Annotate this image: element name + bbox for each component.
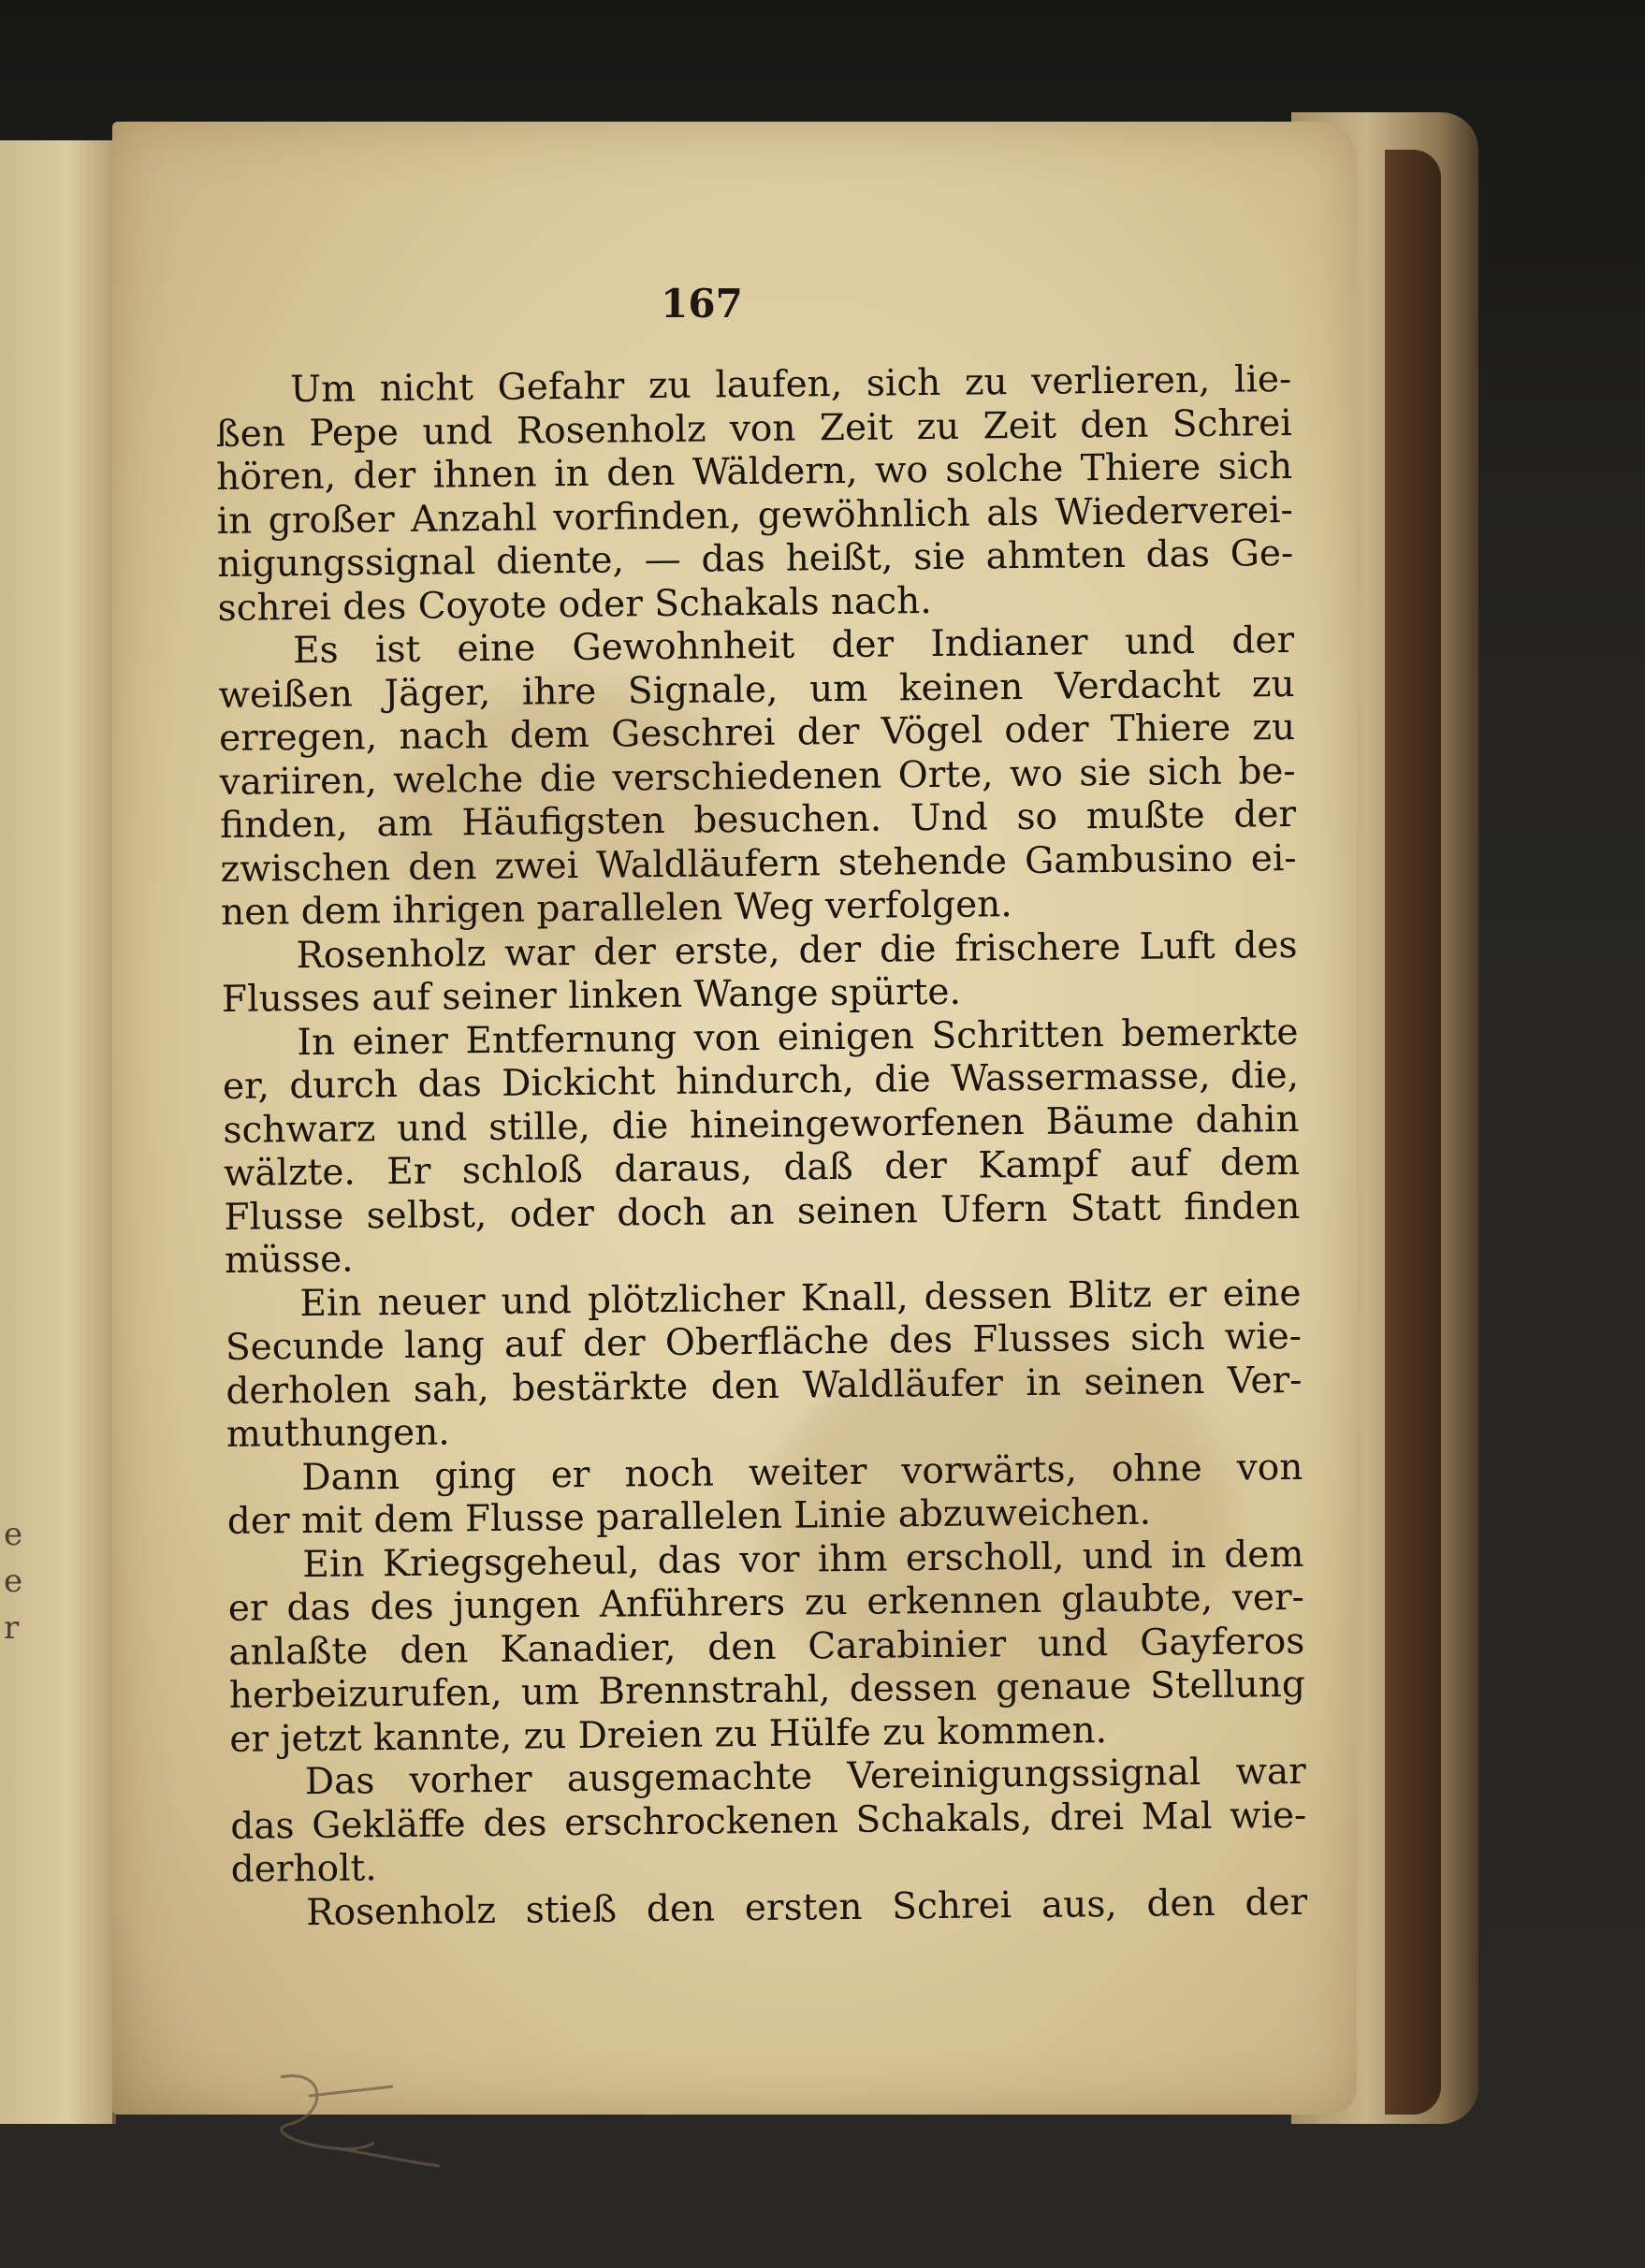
text-line: der mit dem Flusse parallelen Linie abzuweichen.: [226, 1490, 1152, 1543]
text-line: Secunde lang auf der Oberfläche des Flusses sich wie-: [225, 1315, 1303, 1369]
text-line: Ein neuer und plötzlicher Knall, dessen Blitz er eine: [299, 1272, 1302, 1325]
text-line: müsse.: [224, 1238, 354, 1282]
text-line: muthungen.: [226, 1411, 450, 1456]
text-line: wälzte. Er schloß daraus, daß der Kampf auf dem: [223, 1141, 1301, 1195]
book-cover-edge: [1385, 150, 1441, 2115]
left-page-fragment: e: [4, 1563, 23, 1600]
book-page: [112, 122, 1357, 2115]
text-line: nigungssignal diente, — das heißt, sie ahmten das Ge-: [216, 531, 1294, 586]
left-page-fragment: e: [4, 1516, 23, 1553]
page-number: 167: [661, 281, 743, 327]
text-line: Ein Kriegsgeheul, das vor ihm erscholl, und in dem: [302, 1533, 1304, 1586]
text-line: er das des jungen Anführers zu erkennen glaubte, ver-: [227, 1576, 1305, 1630]
page-text: [215, 358, 1307, 1936]
text-line: variiren, welche die verschiedenen Orte, wo sie sich be-: [219, 749, 1296, 804]
text-line: In einer Entfernung von einigen Schritten bemerkte: [297, 1010, 1299, 1064]
left-page-edge: [0, 140, 116, 2124]
text-line: nen dem ihrigen parallelen Weg verfolgen.: [220, 883, 1012, 934]
text-line: herbeizurufen, um Brennstrahl, dessen genaue Stellung: [228, 1663, 1306, 1717]
text-line: erregen, nach dem Geschrei der Vögel oder Thiere zu: [218, 705, 1296, 760]
text-line: Um nicht Gefahr zu laufen, sich zu verlieren, lie-: [289, 357, 1292, 412]
text-line: hören, der ihnen in den Wäldern, wo solche Thiere sich: [215, 444, 1293, 499]
text-line: anlaßte den Kanadier, den Carabinier und Gayferos: [228, 1620, 1305, 1674]
text-line: in großer Anzahl vorfinden, gewöhnlich als Wiederverei-: [216, 488, 1293, 543]
text-line: zwischen den zwei Waldläufern stehende Gambusino ei-: [220, 836, 1297, 891]
text-line: schwarz und stille, die hineingeworfenen Bäume dahin: [223, 1098, 1300, 1152]
pencil-scribble-mark: [271, 2058, 477, 2171]
text-line: das Gekläffe des erschrockenen Schakals, drei Mal wie-: [230, 1794, 1307, 1848]
text-line: Dann ging er noch weiter vorwärts, ohne von: [301, 1446, 1303, 1499]
text-line: weißen Jäger, ihre Signale, um keinen Verdacht zu: [218, 662, 1295, 717]
text-line: Rosenholz stieß den ersten Schrei aus, den der: [306, 1881, 1308, 1934]
text-line: Rosenholz war der erste, der die frischere Luft des: [296, 923, 1298, 977]
text-line: derholt.: [230, 1847, 377, 1891]
text-line: finden, am Häufigsten besuchen. Und so mußte der: [219, 792, 1297, 847]
text-line: er jetzt kannte, zu Dreien zu Hülfe zu kommen.: [229, 1708, 1108, 1761]
text-line: ßen Pepe und Rosenholz von Zeit zu Zeit den Schrei: [215, 401, 1292, 456]
text-line: Flusse selbst, oder doch an seinen Ufern Statt finden: [224, 1185, 1301, 1239]
text-line: Das vorher ausgemachte Vereinigungssignal war: [304, 1750, 1306, 1804]
left-page-fragment: r: [4, 1609, 20, 1647]
text-line: Flusses auf seiner linken Wange spürte.: [221, 970, 962, 1021]
text-line: Es ist eine Gewohnheit der Indianer und der: [292, 618, 1295, 673]
text-line: schrei des Coyote oder Schakals nach.: [217, 579, 932, 630]
text-line: er, durch das Dickicht hindurch, die Wassermasse, die,: [222, 1054, 1300, 1108]
text-line: derholen sah, bestärkte den Waldläufer in seinen Ver-: [226, 1359, 1303, 1413]
